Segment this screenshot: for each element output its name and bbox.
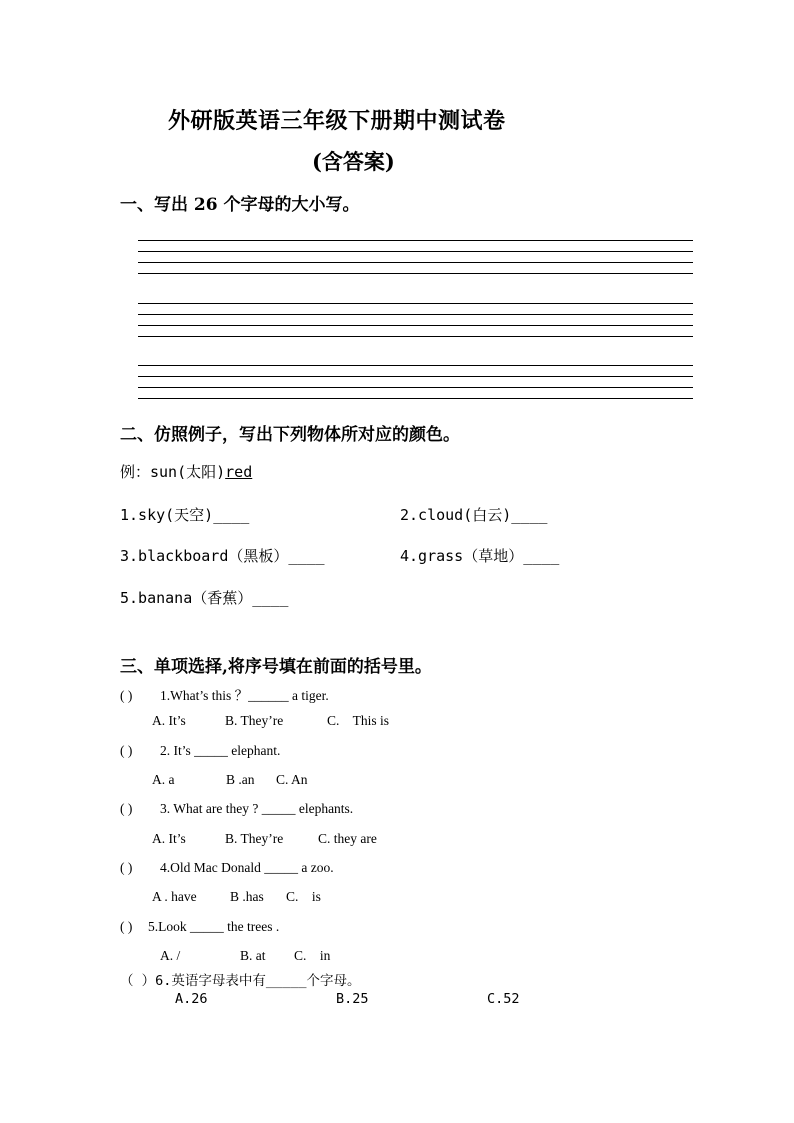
color-item-5: 5.banana（香蕉）____ (120, 589, 289, 607)
section-3-heading: 三、单项选择,将序号填在前面的括号里。 (120, 657, 432, 677)
option-a: A. a (152, 772, 175, 787)
question-5 (120, 919, 279, 935)
answer-paren: （ ） (120, 973, 156, 989)
question-1 (120, 684, 329, 704)
color-item-1: 1.sky(天空)____ (120, 506, 250, 524)
question-stem: 6.英语字母表中有_____个字母。 (155, 973, 361, 989)
writing-lines-block-2 (138, 303, 693, 337)
option-b: B. They’re (225, 831, 284, 846)
writing-line (138, 240, 693, 241)
question-stem: 1.What’s this ？______ a tiger. (160, 688, 329, 703)
question-6 (120, 969, 361, 989)
writing-line (138, 398, 693, 399)
option-b: B .has (230, 889, 264, 904)
option-a: A. / (160, 948, 181, 963)
example-prefix: 例：sun(太阳) (120, 463, 226, 481)
option-c: C.52 (487, 991, 520, 1007)
question-3 (120, 801, 353, 817)
option-c: C. An (276, 772, 308, 787)
writing-line (138, 303, 693, 304)
writing-line (138, 251, 693, 252)
page-subtitle: (含答案) (312, 149, 395, 174)
color-item-3: 3.blackboard（黑板）____ (120, 547, 325, 565)
answer-paren: ( ) (120, 743, 133, 758)
question-stem: 4.Old Mac Donald _____ a zoo. (160, 860, 334, 875)
option-a: A . have (152, 889, 197, 904)
option-c: C. is (286, 889, 321, 904)
option-a: A. It’s (152, 831, 186, 846)
color-item-4: 4.grass（草地）____ (400, 547, 560, 565)
writing-line (138, 336, 693, 337)
option-b: B. at (240, 948, 266, 963)
writing-lines-block-1 (138, 240, 693, 274)
example-line (120, 461, 252, 482)
option-c: C. This is (327, 713, 390, 728)
example-answer: red (225, 463, 253, 481)
answer-paren: ( ) (120, 688, 133, 703)
option-c: C. they are (318, 831, 377, 846)
question-4 (120, 860, 334, 876)
writing-line (138, 365, 693, 366)
answer-paren: ( ) (120, 860, 133, 875)
question-stem: 2. It’s _____ elephant. (160, 743, 281, 758)
page-title: 外研版英语三年级下册期中测试卷 (168, 108, 506, 134)
color-item-2: 2.cloud(白云)____ (400, 506, 548, 524)
writing-lines-block-3 (138, 365, 693, 399)
option-b: B. They’re (225, 713, 284, 728)
option-a: A.26 (175, 991, 208, 1007)
writing-line (138, 273, 693, 274)
section-1-heading: 一、写出 26 个字母的大小写。 (120, 195, 360, 215)
question-2 (120, 743, 280, 759)
option-c: C. in (294, 948, 331, 963)
question-stem: 3. What are they ? _____ elephants. (160, 801, 354, 816)
answer-paren: ( ) (120, 801, 133, 816)
writing-line (138, 387, 693, 388)
writing-line (138, 376, 693, 377)
option-b: B.25 (336, 991, 369, 1007)
writing-line (138, 314, 693, 315)
section-2-heading: 二、仿照例子，写出下列物体所对应的颜色。 (120, 425, 460, 445)
option-a: A. It’s (152, 713, 186, 728)
writing-line (138, 262, 693, 263)
answer-paren: ( ) (120, 919, 133, 934)
writing-line (138, 325, 693, 326)
question-stem: 5.Look _____ the trees . (148, 919, 280, 934)
option-b: B .an (226, 772, 255, 787)
